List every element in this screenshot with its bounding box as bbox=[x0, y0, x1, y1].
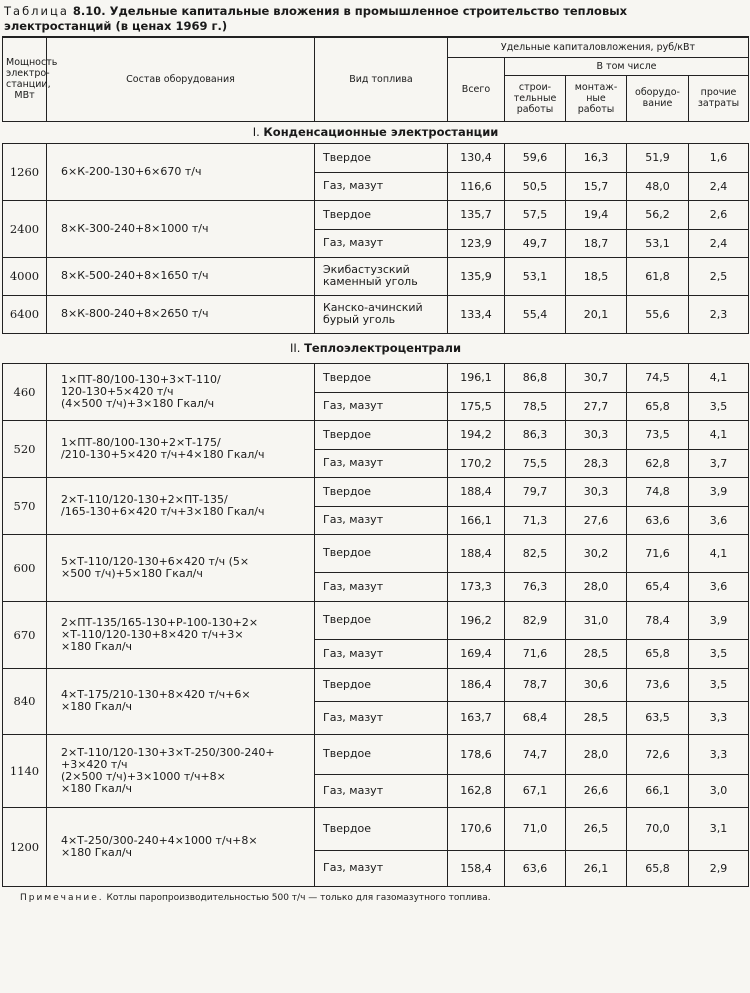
installation-cell: 26,5 bbox=[566, 807, 627, 850]
total-cell: 166,1 bbox=[448, 506, 505, 534]
header-fuel: Вид топлива bbox=[315, 37, 448, 121]
other-cell: 3,9 bbox=[689, 477, 749, 506]
composition-cell bbox=[47, 807, 315, 886]
other-cell: 2,5 bbox=[689, 257, 749, 295]
equipment-cell: 70,0 bbox=[627, 807, 689, 850]
composition-cell bbox=[47, 601, 315, 668]
construction-cell: 71,6 bbox=[505, 639, 566, 668]
section-row bbox=[3, 333, 749, 363]
total-cell: 188,4 bbox=[448, 534, 505, 572]
equipment-cell: 74,8 bbox=[627, 477, 689, 506]
equipment-cell: 56,2 bbox=[627, 200, 689, 229]
composition-line: 2×Т-110/120-130+3×Т-250/300-240+ bbox=[61, 745, 275, 759]
other-cell: 3,3 bbox=[689, 734, 749, 774]
total-cell: 186,4 bbox=[448, 668, 505, 701]
construction-cell: 50,5 bbox=[505, 172, 566, 200]
composition-line: ×180 Гкал/ч bbox=[61, 639, 133, 653]
table-note bbox=[20, 893, 748, 903]
equipment-cell: 51,9 bbox=[627, 143, 689, 172]
header-installation: монтаж-ные работы bbox=[566, 75, 627, 121]
installation-cell: 30,3 bbox=[566, 420, 627, 449]
other-cell: 4,1 bbox=[689, 363, 749, 392]
construction-cell: 71,3 bbox=[505, 506, 566, 534]
total-cell: 170,2 bbox=[448, 449, 505, 477]
header-composition: Состав оборудования bbox=[47, 37, 315, 121]
header-including: В том числе bbox=[505, 57, 749, 75]
power-cell: 600 bbox=[3, 534, 47, 601]
composition-cell bbox=[47, 295, 315, 333]
other-cell: 3,5 bbox=[689, 639, 749, 668]
power-cell: 1200 bbox=[3, 807, 47, 886]
power-cell: 840 bbox=[3, 668, 47, 734]
composition-line: /210-130+5×420 т/ч+4×180 Гкал/ч bbox=[61, 447, 265, 461]
table-row bbox=[3, 420, 749, 449]
composition-line: ×180 Гкал/ч bbox=[61, 700, 133, 713]
total-cell: 194,2 bbox=[448, 420, 505, 449]
other-cell: 3,1 bbox=[689, 807, 749, 850]
composition-line: ×180 Гкал/ч bbox=[61, 781, 133, 795]
equipment-cell: 53,1 bbox=[627, 229, 689, 257]
composition-cell bbox=[47, 363, 315, 420]
construction-cell: 76,3 bbox=[505, 572, 566, 601]
construction-cell: 53,1 bbox=[505, 257, 566, 295]
installation-cell: 26,6 bbox=[566, 774, 627, 807]
fuel-cell: Газ, мазут bbox=[315, 850, 448, 886]
total-cell: 158,4 bbox=[448, 850, 505, 886]
composition-line: 1×ПТ-80/100-130+3×Т-110/ bbox=[61, 372, 221, 386]
installation-cell: 27,7 bbox=[566, 392, 627, 420]
table-row bbox=[3, 534, 749, 572]
installation-cell: 18,5 bbox=[566, 257, 627, 295]
page bbox=[2, 4, 748, 903]
equipment-cell: 78,4 bbox=[627, 601, 689, 639]
other-cell: 3,9 bbox=[689, 601, 749, 639]
note-text: Котлы паропроизводительностью 500 т/ч — только для газомазутного топлива. bbox=[106, 892, 491, 903]
installation-cell: 16,3 bbox=[566, 143, 627, 172]
installation-cell: 28,0 bbox=[566, 734, 627, 774]
equipment-cell: 66,1 bbox=[627, 774, 689, 807]
construction-cell: 55,4 bbox=[505, 295, 566, 333]
total-cell: 178,6 bbox=[448, 734, 505, 774]
construction-cell: 59,6 bbox=[505, 143, 566, 172]
composition-line: 8×К-500-240+8×1650 т/ч bbox=[61, 269, 209, 282]
installation-cell: 18,7 bbox=[566, 229, 627, 257]
power-cell: 570 bbox=[3, 477, 47, 534]
section-row bbox=[3, 121, 749, 143]
power-cell: 520 bbox=[3, 420, 47, 477]
installation-cell: 28,5 bbox=[566, 639, 627, 668]
construction-cell: 82,5 bbox=[505, 534, 566, 572]
other-cell: 2,6 bbox=[689, 200, 749, 229]
fuel-cell: Газ, мазут bbox=[315, 774, 448, 807]
table-row bbox=[3, 477, 749, 506]
construction-cell: 63,6 bbox=[505, 850, 566, 886]
section-name: Теплоэлектроцентрали bbox=[304, 341, 462, 355]
composition-line: 4×Т-250/300-240+4×1000 т/ч+8× bbox=[61, 833, 258, 847]
composition-line: 2×ПТ-135/165-130+Р-100-130+2× bbox=[61, 615, 259, 629]
installation-cell: 26,1 bbox=[566, 850, 627, 886]
construction-cell: 86,8 bbox=[505, 363, 566, 392]
power-cell: 1260 bbox=[3, 143, 47, 200]
table-caption bbox=[4, 4, 748, 34]
fuel-cell: Канско-ачинский бурый уголь bbox=[315, 295, 448, 333]
table-row bbox=[3, 807, 749, 850]
equipment-cell: 48,0 bbox=[627, 172, 689, 200]
installation-cell: 28,3 bbox=[566, 449, 627, 477]
caption-title-line2: электростанций (в ценах 1969 г.) bbox=[4, 19, 228, 33]
header-power: Мощность электро-станции, МВт bbox=[3, 37, 47, 121]
table-row bbox=[3, 363, 749, 392]
total-cell: 135,7 bbox=[448, 200, 505, 229]
equipment-cell: 65,8 bbox=[627, 850, 689, 886]
equipment-cell: 71,6 bbox=[627, 534, 689, 572]
composition-cell bbox=[47, 257, 315, 295]
other-cell: 2,4 bbox=[689, 172, 749, 200]
construction-cell: 75,5 bbox=[505, 449, 566, 477]
construction-cell: 78,7 bbox=[505, 668, 566, 701]
table-row bbox=[3, 734, 749, 774]
table-row bbox=[3, 143, 749, 172]
total-cell: 133,4 bbox=[448, 295, 505, 333]
table-header bbox=[3, 37, 749, 121]
section-number: I. bbox=[252, 125, 260, 139]
installation-cell: 20,1 bbox=[566, 295, 627, 333]
equipment-cell: 74,5 bbox=[627, 363, 689, 392]
section-title bbox=[3, 121, 749, 143]
table-row bbox=[3, 601, 749, 639]
other-cell: 3,5 bbox=[689, 392, 749, 420]
construction-cell: 49,7 bbox=[505, 229, 566, 257]
fuel-cell: Газ, мазут bbox=[315, 229, 448, 257]
composition-line: ×Т-110/120-130+8×420 т/ч+3× bbox=[61, 627, 244, 641]
total-cell: 175,5 bbox=[448, 392, 505, 420]
construction-cell: 79,7 bbox=[505, 477, 566, 506]
power-cell: 670 bbox=[3, 601, 47, 668]
composition-line: 8×К-300-240+8×1000 т/ч bbox=[61, 221, 209, 235]
fuel-cell: Твердое bbox=[315, 668, 448, 701]
header-equipment: оборудо-вание bbox=[627, 75, 689, 121]
header-other: прочие затраты bbox=[689, 75, 749, 121]
installation-cell: 30,7 bbox=[566, 363, 627, 392]
installation-cell: 31,0 bbox=[566, 601, 627, 639]
composition-line: (2×500 т/ч)+3×1000 т/ч+8× bbox=[61, 769, 226, 783]
equipment-cell: 65,8 bbox=[627, 639, 689, 668]
installation-cell: 28,5 bbox=[566, 701, 627, 734]
equipment-cell: 65,8 bbox=[627, 392, 689, 420]
equipment-cell: 61,8 bbox=[627, 257, 689, 295]
other-cell: 3,3 bbox=[689, 701, 749, 734]
equipment-cell: 73,6 bbox=[627, 668, 689, 701]
other-cell: 3,0 bbox=[689, 774, 749, 807]
total-cell: 173,3 bbox=[448, 572, 505, 601]
fuel-cell: Твердое bbox=[315, 477, 448, 506]
installation-cell: 19,4 bbox=[566, 200, 627, 229]
fuel-cell: Газ, мазут bbox=[315, 639, 448, 668]
total-cell: 196,1 bbox=[448, 363, 505, 392]
equipment-cell: 73,5 bbox=[627, 420, 689, 449]
installation-cell: 30,2 bbox=[566, 534, 627, 572]
composition-cell bbox=[47, 477, 315, 534]
composition-line: 8×К-800-240+8×2650 т/ч bbox=[61, 307, 209, 320]
table-row bbox=[3, 295, 749, 333]
equipment-cell: 63,5 bbox=[627, 701, 689, 734]
composition-cell bbox=[47, 200, 315, 257]
fuel-cell: Газ, мазут bbox=[315, 172, 448, 200]
composition-line: 6×К-200-130+6×670 т/ч bbox=[61, 164, 202, 178]
table-row bbox=[3, 668, 749, 701]
other-cell: 3,5 bbox=[689, 668, 749, 701]
fuel-cell: Твердое bbox=[315, 143, 448, 172]
section-name: Конденсационные электростанции bbox=[263, 125, 499, 139]
fuel-cell: Газ, мазут bbox=[315, 506, 448, 534]
fuel-cell: Твердое bbox=[315, 200, 448, 229]
equipment-cell: 62,8 bbox=[627, 449, 689, 477]
composition-line: (4×500 т/ч)+3×180 Гкал/ч bbox=[61, 396, 215, 410]
composition-line: /165-130+6×420 т/ч+3×180 Гкал/ч bbox=[61, 504, 265, 518]
caption-label: Таблица bbox=[4, 4, 69, 18]
section-number: II. bbox=[289, 341, 301, 355]
fuel-cell: Экибастузский каменный уголь bbox=[315, 257, 448, 295]
fuel-cell: Твердое bbox=[315, 734, 448, 774]
composition-cell bbox=[47, 534, 315, 601]
installation-cell: 28,0 bbox=[566, 572, 627, 601]
composition-cell bbox=[47, 420, 315, 477]
fuel-cell: Газ, мазут bbox=[315, 701, 448, 734]
construction-cell: 86,3 bbox=[505, 420, 566, 449]
construction-cell: 82,9 bbox=[505, 601, 566, 639]
construction-cell: 78,5 bbox=[505, 392, 566, 420]
caption-title-line1: Удельные капитальные вложения в промышленное строительство тепловых bbox=[109, 4, 628, 18]
fuel-cell: Твердое bbox=[315, 601, 448, 639]
composition-line: 120-130+5×420 т/ч bbox=[61, 384, 174, 398]
fuel-cell: Твердое bbox=[315, 807, 448, 850]
total-cell: 162,8 bbox=[448, 774, 505, 807]
power-cell: 460 bbox=[3, 363, 47, 420]
total-cell: 188,4 bbox=[448, 477, 505, 506]
equipment-cell: 55,6 bbox=[627, 295, 689, 333]
composition-line: +3×420 т/ч bbox=[61, 757, 128, 771]
section-title bbox=[3, 333, 749, 363]
other-cell: 4,1 bbox=[689, 420, 749, 449]
construction-cell: 57,5 bbox=[505, 200, 566, 229]
total-cell: 116,6 bbox=[448, 172, 505, 200]
installation-cell: 30,3 bbox=[566, 477, 627, 506]
fuel-cell: Твердое bbox=[315, 534, 448, 572]
power-cell: 2400 bbox=[3, 200, 47, 257]
composition-cell bbox=[47, 143, 315, 200]
table-body bbox=[3, 121, 749, 886]
fuel-cell: Твердое bbox=[315, 363, 448, 392]
fuel-cell: Газ, мазут bbox=[315, 572, 448, 601]
total-cell: 163,7 bbox=[448, 701, 505, 734]
fuel-cell: Твердое bbox=[315, 420, 448, 449]
other-cell: 3,7 bbox=[689, 449, 749, 477]
total-cell: 123,9 bbox=[448, 229, 505, 257]
equipment-cell: 72,6 bbox=[627, 734, 689, 774]
installation-cell: 27,6 bbox=[566, 506, 627, 534]
total-cell: 169,4 bbox=[448, 639, 505, 668]
power-cell: 6400 bbox=[3, 295, 47, 333]
total-cell: 135,9 bbox=[448, 257, 505, 295]
other-cell: 2,3 bbox=[689, 295, 749, 333]
header-construction: строи-тельные работы bbox=[505, 75, 566, 121]
fuel-cell: Газ, мазут bbox=[315, 392, 448, 420]
power-cell: 1140 bbox=[3, 734, 47, 807]
composition-line: 4×Т-175/210-130+8×420 т/ч+6× bbox=[61, 688, 251, 701]
other-cell: 3,6 bbox=[689, 506, 749, 534]
composition-cell bbox=[47, 734, 315, 807]
equipment-cell: 63,6 bbox=[627, 506, 689, 534]
table-row bbox=[3, 257, 749, 295]
other-cell: 2,9 bbox=[689, 850, 749, 886]
other-cell: 4,1 bbox=[689, 534, 749, 572]
total-cell: 196,2 bbox=[448, 601, 505, 639]
composition-cell bbox=[47, 668, 315, 734]
capital-investment-table bbox=[2, 36, 749, 887]
composition-line: ×180 Гкал/ч bbox=[61, 845, 133, 859]
table-row bbox=[3, 200, 749, 229]
composition-line: 1×ПТ-80/100-130+2×Т-175/ bbox=[61, 435, 221, 449]
power-cell: 4000 bbox=[3, 257, 47, 295]
note-label: Примечание. bbox=[20, 892, 104, 903]
fuel-cell: Газ, мазут bbox=[315, 449, 448, 477]
header-specific-investment: Удельные капиталовложения, руб/кВт bbox=[448, 37, 749, 57]
composition-line: 5×Т-110/120-130+6×420 т/ч (5× bbox=[61, 554, 250, 568]
construction-cell: 71,0 bbox=[505, 807, 566, 850]
composition-line: 2×Т-110/120-130+2×ПТ-135/ bbox=[61, 492, 228, 506]
installation-cell: 15,7 bbox=[566, 172, 627, 200]
construction-cell: 74,7 bbox=[505, 734, 566, 774]
installation-cell: 30,6 bbox=[566, 668, 627, 701]
other-cell: 2,4 bbox=[689, 229, 749, 257]
header-total: Всего bbox=[448, 57, 505, 121]
construction-cell: 67,1 bbox=[505, 774, 566, 807]
total-cell: 130,4 bbox=[448, 143, 505, 172]
total-cell: 170,6 bbox=[448, 807, 505, 850]
composition-line: ×500 т/ч)+5×180 Гкал/ч bbox=[61, 566, 203, 580]
construction-cell: 68,4 bbox=[505, 701, 566, 734]
equipment-cell: 65,4 bbox=[627, 572, 689, 601]
caption-number: 8.10. bbox=[72, 4, 106, 18]
other-cell: 1,6 bbox=[689, 143, 749, 172]
other-cell: 3,6 bbox=[689, 572, 749, 601]
